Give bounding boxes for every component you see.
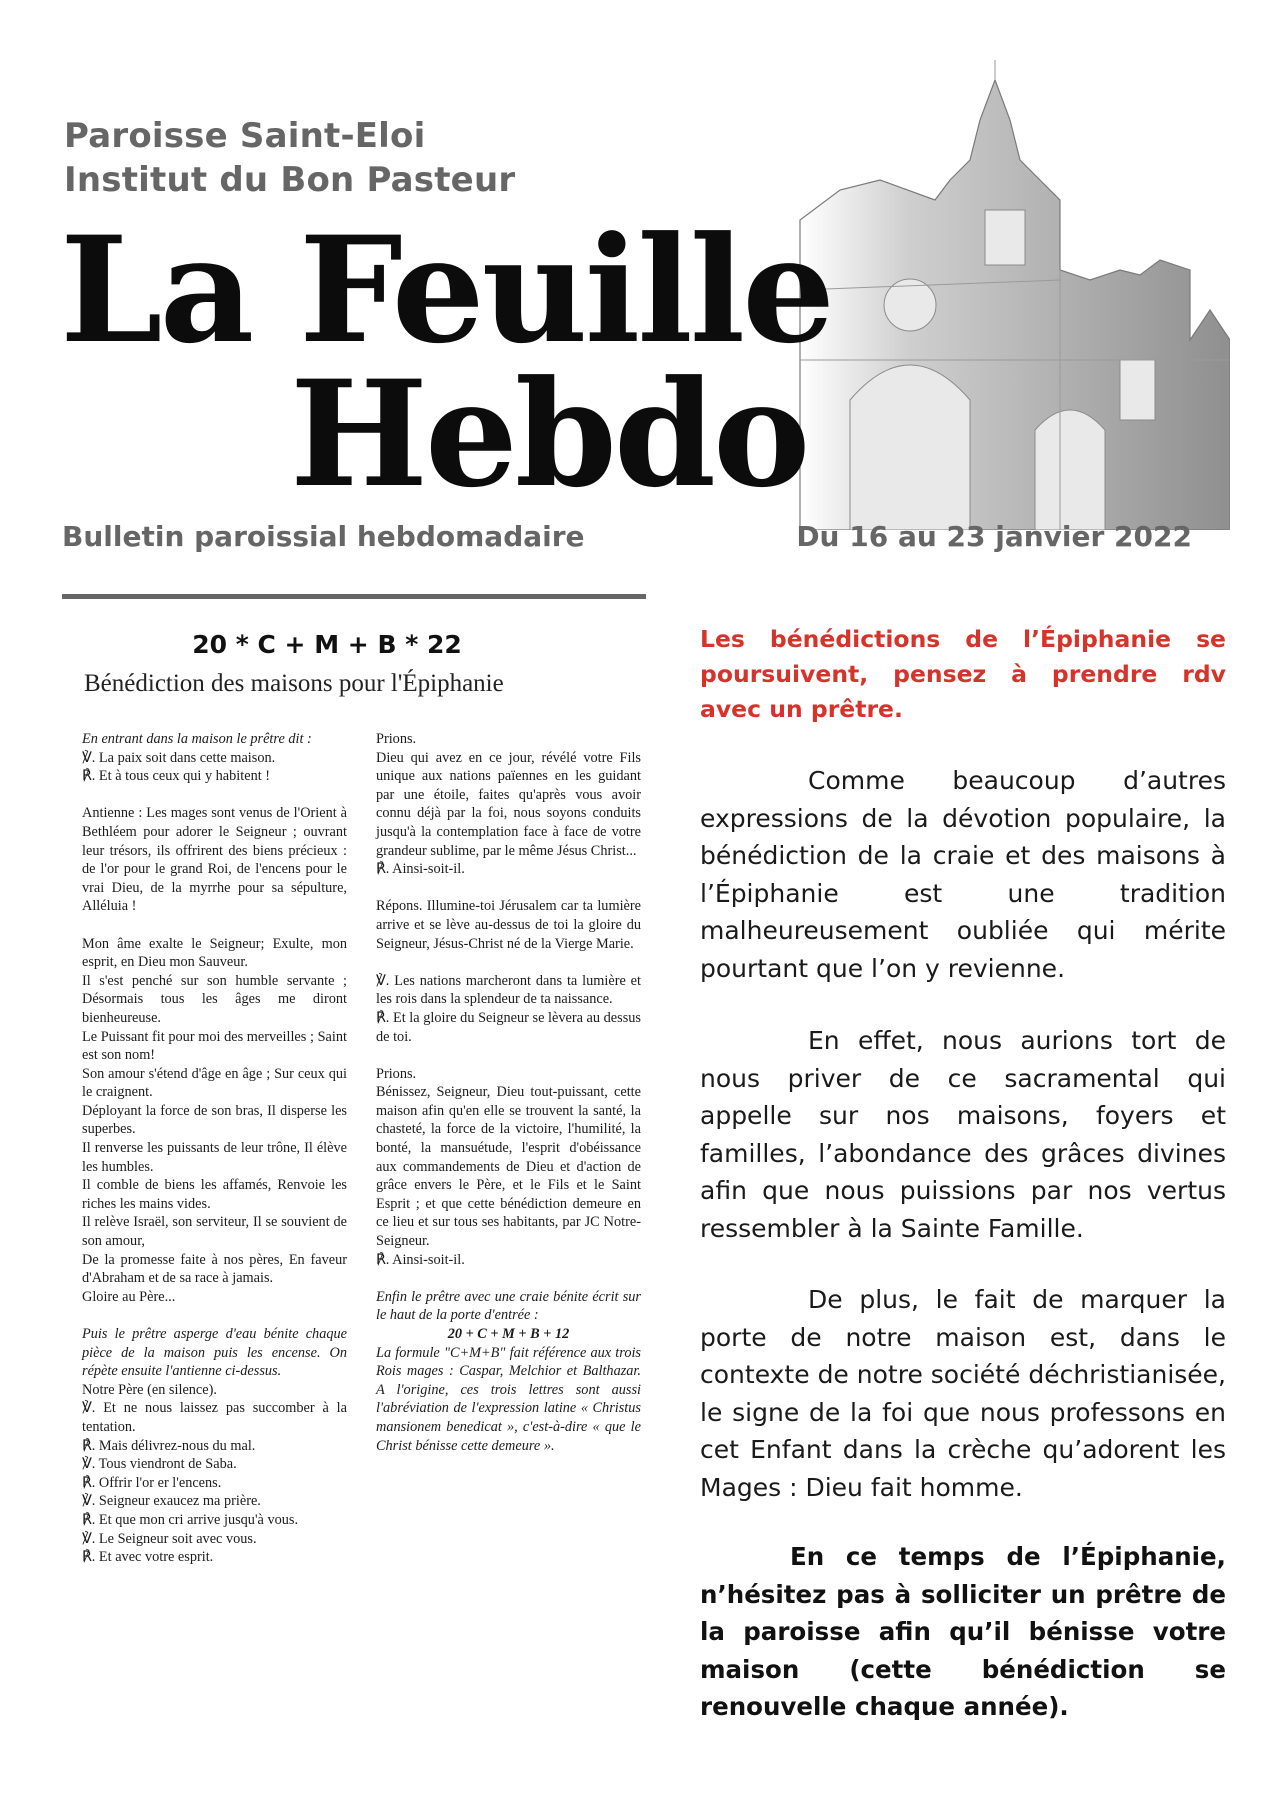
blessing-text-column-1	[82, 730, 347, 1567]
blessing-line: ℣. Le Seigneur soit avec vous.	[82, 1530, 257, 1547]
chalk-inscription-title: 20 * C + M + B * 22	[192, 630, 462, 659]
paragraph-2: En effet, nous aurions tort de nous priver de ce sacramental qui appelle sur nos maisons, foyers et familles, l’abondance des grâces divines afin que nous puissions par nos vertus ressembler à la Sainte Famille.	[700, 1026, 1226, 1243]
blessing-line: En entrant dans la maison le prêtre dit :	[82, 731, 312, 747]
blessing-panel	[62, 622, 646, 1727]
blessing-line: Il renverse les puissants de leur trône, Il élève les humbles.	[82, 1140, 347, 1175]
blessing-line: ℣. Seigneur exaucez ma prière.	[82, 1493, 261, 1510]
blessing-line: Il relève Israël, son serviteur, Il se souvient de son amour,	[82, 1214, 347, 1250]
blessing-line: Antienne : Les mages sont venus de l'Orient à Bethléem pour adorer le Seigneur ; ouvrant leur trésors, ils offrirent des biens précieux : de l'or pour le grand Roi, de l'encens pour le vrai Dieu, de la myrrhe pour sa sépulture, Alléluia !	[82, 805, 347, 915]
blessing-line: ℣. Les nations marcheront dans ta lumière et les rois dans la splendeur de ta naissance.	[376, 972, 641, 1008]
paragraph-3: De plus, le fait de marquer la porte de notre maison est, dans le contexte de notre société déchristianisée, le signe de la foi que nous professons en cet Enfant dans la crèche qu’adorent les Mages : Dieu fait homme.	[700, 1285, 1226, 1502]
closing-call-to-action: En ce temps de l’Épiphanie, n’hésitez pas à solliciter un prêtre de la paroisse afin qu’il bénisse votre maison (cette bénédiction se renouvelle chaque année).	[700, 1542, 1226, 1721]
blessing-line: ℟. Mais délivrez-nous du mal.	[82, 1437, 256, 1454]
header-divider	[62, 594, 646, 599]
blessing-text-column-2	[376, 730, 641, 1455]
blessing-line: ℟. Et la gloire du Seigneur se lèvera au dessus de toi.	[376, 1009, 641, 1045]
blessing-line: Il s'est penché sur son humble servante ; Désormais tous les âges me diront bienheureuse.	[82, 972, 347, 1026]
blessing-line: ℟. Et que mon cri arrive jusqu'à vous.	[82, 1511, 299, 1528]
blessing-line: Répons. Illumine-toi Jérusalem car ta lumière arrive et se lève au-dessus de toi la gloire du Seigneur, Jésus-Christ né de la Vierge Marie.	[376, 898, 641, 952]
masthead-title-line1: La Feuille	[60, 205, 833, 376]
blessing-line: ℟. Et avec votre esprit.	[82, 1549, 214, 1566]
blessing-line: Prions.	[376, 731, 417, 747]
blessing-line: Déployant la force de son bras, Il disperse les superbes.	[82, 1102, 347, 1138]
blessing-line: ℣. Et ne nous laissez pas succomber à la tentation.	[82, 1400, 347, 1435]
blessing-line: Dieu qui avez en ce jour, révélé votre Fils unique aux nations païennes en les guidant par une étoile, faites qu'après vous avoir connu déjà par la foi, nous soyons conduits jusqu'à la contemplation face à face de votre grandeur sublime, par le même Jésus Christ...	[376, 749, 641, 859]
lead-announcement: Les bénédictions de l’Épiphanie se poursuivent, pensez à prendre rdv avec un prêtre.	[700, 625, 1226, 723]
blessing-line: De la promesse faite à nos pères, En faveur d'Abraham et de sa race à jamais.	[82, 1251, 347, 1287]
blessing-line: ℟. Et à tous ceux qui y habitent !	[82, 768, 271, 785]
blessing-line: Le Puissant fit pour moi des merveilles ; Saint est son nom!	[82, 1028, 347, 1064]
paragraph-1: Comme beaucoup d’autres expressions de la dévotion populaire, la bénédiction de la craie et des maisons à l’Épiphanie est une tradition malheureusement oubliée qui mérite pourtant que l’on y revienne.	[700, 766, 1226, 983]
blessing-line: Enfin le prêtre avec une craie bénite écrit sur le haut de la porte d'entrée :	[376, 1288, 641, 1324]
blessing-line: Gloire au Père...	[82, 1288, 176, 1305]
blessing-line: La formule "C+M+B" fait référence aux trois Rois mages : Caspar, Melchior et Balthazar. A l'origine, ces trois lettres sont aussi l'abréviation de l'expression latine « Christus mansionem benedicat », c'est-à-dire « que le Christ bénisse cette demeure ».	[376, 1344, 641, 1454]
blessing-line: ℣. Tous viendront de Saba.	[82, 1456, 237, 1473]
date-range: Du 16 au 23 janvier 2022	[796, 520, 1192, 553]
blessing-line: 20 + C + M + B + 12	[447, 1326, 570, 1342]
blessing-line: ℟. Offrir l'or er l'encens.	[82, 1474, 222, 1491]
blessing-heading: Bénédiction des maisons pour l'Épiphanie	[84, 670, 504, 697]
masthead-title-line2: Hebdo	[290, 349, 808, 520]
parish-name: Paroisse Saint-Eloi	[64, 116, 426, 156]
blessing-line: Notre Père (en silence).	[82, 1381, 217, 1398]
blessing-line: ℟. Ainsi-soit-il.	[376, 1251, 465, 1268]
blessing-line: Bénissez, Seigneur, Dieu tout-puissant, cette maison afin qu'en elle se trouvent la santé, la chasteté, la force de la victoire, l'humilité, la bonté, la mansuétude, l'esprit d'obéissance aux commandements de Dieu et d'action de grâce envers le Père, et le Fils et le Saint Esprit ; et que cette bénédiction demeure en ce lieu et sur tous ses habitants, par JC Notre-Seigneur.	[376, 1084, 641, 1250]
blessing-line: Son amour s'étend d'âge en âge ; Sur ceux qui le craignent.	[82, 1065, 347, 1101]
blessing-line: Mon âme exalte le Seigneur; Exulte, mon esprit, en Dieu mon Sauveur.	[82, 935, 347, 971]
blessing-line: Puis le prêtre asperge d'eau bénite chaque pièce de la maison puis les encense. On répète ensuite l'antienne ci-dessus.	[82, 1326, 347, 1380]
blessing-line: ℟. Ainsi-soit-il.	[376, 861, 465, 878]
blessing-line: ℣. La paix soit dans cette maison.	[82, 749, 276, 766]
bulletin-subtitle: Bulletin paroissial hebdomadaire	[62, 520, 585, 553]
blessing-line: Prions.	[376, 1065, 417, 1082]
institute-name: Institut du Bon Pasteur	[64, 160, 516, 200]
blessing-line: Il comble de biens les affamés, Renvoie les riches les mains vides.	[82, 1177, 347, 1212]
